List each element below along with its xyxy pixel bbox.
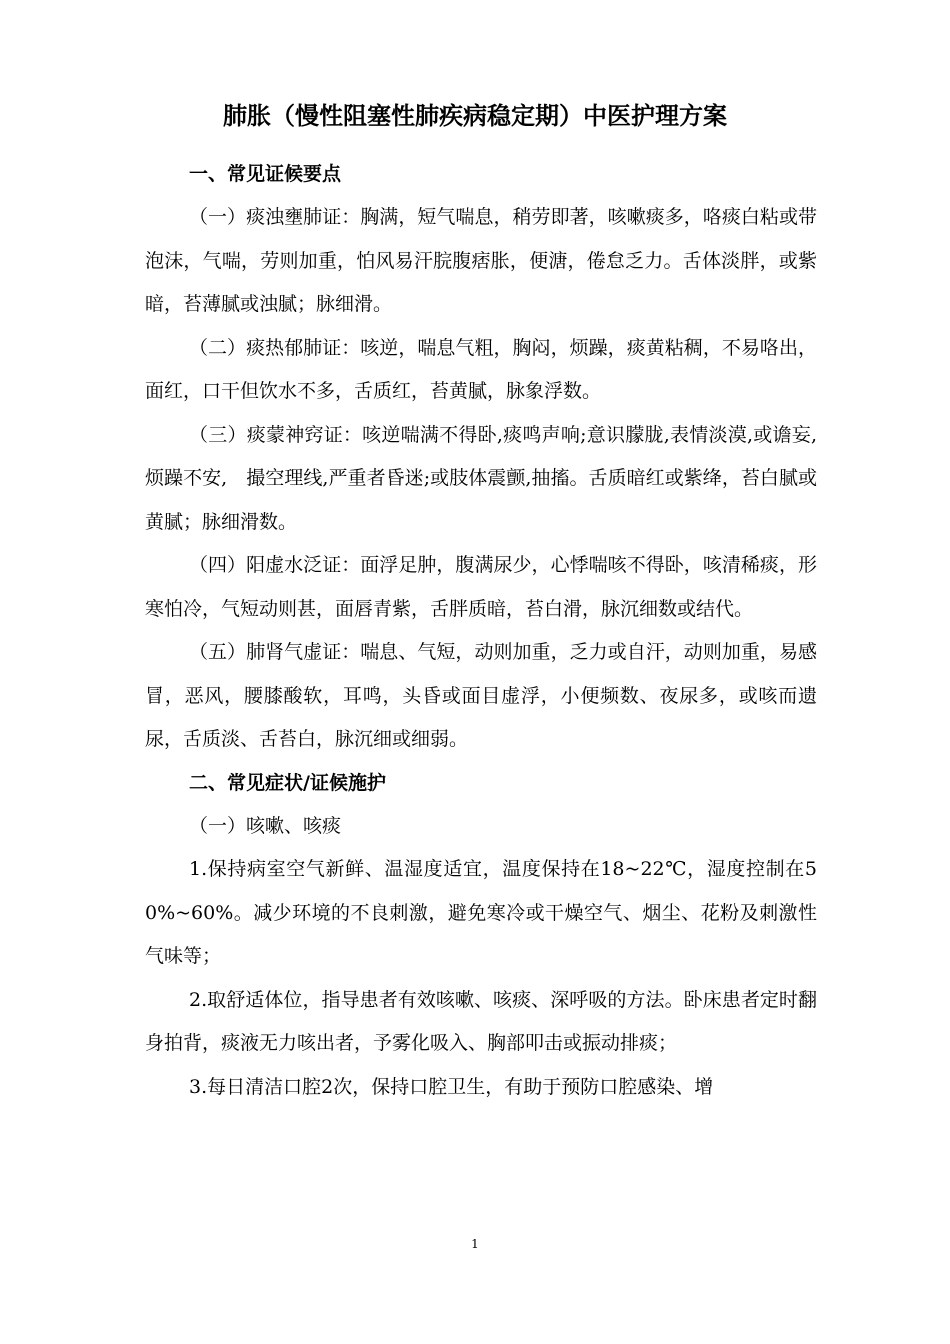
document-body [145, 153, 817, 1109]
paragraph-nursing-3: 3.每日清洁口腔2次，保持口腔卫生，有助于预防口腔感染、增 [189, 1075, 714, 1098]
paragraph-syndrome-5: （五）肺肾气虚证：喘息、气短，动则加重，乏力或自汗，动则加重，易感冒，恶风，腰膝酸软，耳鸣，头昏或面目虚浮，小便频数、夜尿多，或咳而遗尿，舌质淡、舌苔白，脉沉细或细弱。 [145, 641, 817, 750]
paragraph-syndrome-1: （一）痰浊壅肺证：胸满，短气喘息，稍劳即著，咳嗽痰多，咯痰白粘或带泡沫，气喘，劳则加重，怕风易汗脘腹痞胀，便溏，倦怠乏力。舌体淡胖，或紫暗，苔薄腻或浊腻；脉细滑。 [145, 206, 817, 315]
page-number: 1 [471, 1237, 479, 1251]
paragraph-syndrome-3: （三）痰蒙神窍证：咳逆喘满不得卧,痰鸣声响;意识朦胧,表情淡漠,或谵妄,烦躁不安, 撮空理线,严重者昏迷;或肢体震颤,抽搐。舌质暗红或紫绛，苔白腻或黄腻；脉细滑数。 [145, 423, 817, 533]
section-heading-syndromes: 一、常见证候要点 [189, 163, 342, 185]
section-heading-nursing: 二、常见症状/证候施护 [189, 771, 386, 794]
paragraph-nursing-1: 1.保持病室空气新鲜、温湿度适宜，温度保持在18~22℃，湿度控制在50%~60%。减少环境的不良刺激，避免寒冷或干燥空气、烟尘、花粉及刺激性气味等； [145, 858, 817, 967]
paragraph-syndrome-4: （四）阳虚水泛证：面浮足肿，腹满尿少，心悸喘咳不得卧，咳清稀痰，形寒怕冷，气短动则甚，面唇青紫，舌胖质暗，苔白滑，脉沉细数或结代。 [145, 554, 817, 620]
paragraph-nursing-2: 2.取舒适体位，指导患者有效咳嗽、咳痰、深呼吸的方法。卧床患者定时翻身拍背，痰液无力咳出者，予雾化吸入、胸部叩击或振动排痰； [145, 988, 817, 1054]
subheading-cough: （一）咳嗽、咳痰 [189, 814, 342, 837]
paragraph-syndrome-2: （二）痰热郁肺证：咳逆，喘息气粗，胸闷，烦躁，痰黄粘稠，不易咯出，面红，口干但饮水不多，舌质红，苔黄腻，脉象浮数。 [145, 336, 817, 402]
document-title: 肺胀（慢性阻塞性肺疾病稳定期）中医护理方案 [223, 102, 727, 130]
